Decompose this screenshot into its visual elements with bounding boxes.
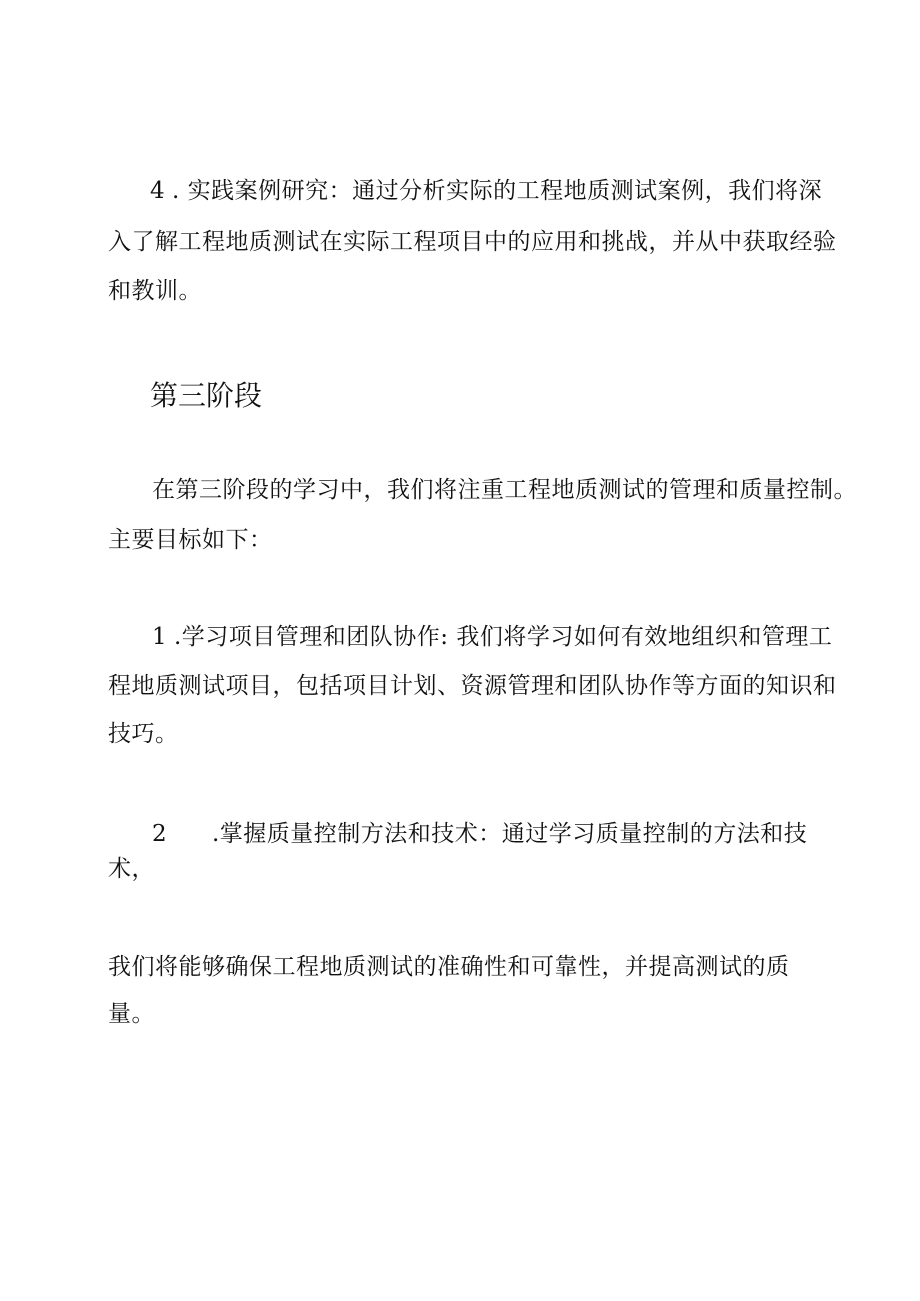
item2-number: 2 bbox=[152, 821, 168, 847]
item4-number: 4 bbox=[150, 178, 166, 204]
section-heading: 第三阶段 bbox=[150, 379, 263, 412]
item2-line1 bbox=[152, 818, 807, 850]
item4-line3: 和教训。 bbox=[108, 278, 202, 304]
item2-line2: 术， bbox=[108, 856, 155, 882]
item1-line2: 程地质测试项目，包括项目计划、资源管理和团队协作等方面的知识和 bbox=[108, 673, 837, 699]
item1-line3: 技巧。 bbox=[108, 721, 179, 747]
item4-line2: 入了解工程地质测试在实际工程项目中的应用和挑战，并从中获取经验 bbox=[108, 229, 837, 255]
item1-line1 bbox=[152, 621, 832, 653]
item2-line3: 我们将能够确保工程地质测试的准确性和可靠性，并提高测试的质 bbox=[108, 954, 790, 980]
item4-line1 bbox=[150, 175, 822, 207]
item4-text-line1: . 实践案例研究：通过分析实际的工程地质测试案例，我们将深 bbox=[172, 178, 823, 204]
item2-line4: 量。 bbox=[108, 1001, 155, 1027]
intro-line1: 在第三阶段的学习中，我们将注重工程地质测试的管理和质量控制。 bbox=[152, 477, 857, 503]
item2-text-line1: .掌握质量控制方法和技术：通过学习质量控制的方法和技 bbox=[212, 821, 808, 847]
intro-line2: 主要目标如下： bbox=[108, 527, 273, 553]
item1-number: 1 bbox=[152, 624, 168, 650]
item1-text-line1: .学习项目管理和团队协作: 我们将学习如何有效地组织和管理工 bbox=[174, 624, 833, 650]
